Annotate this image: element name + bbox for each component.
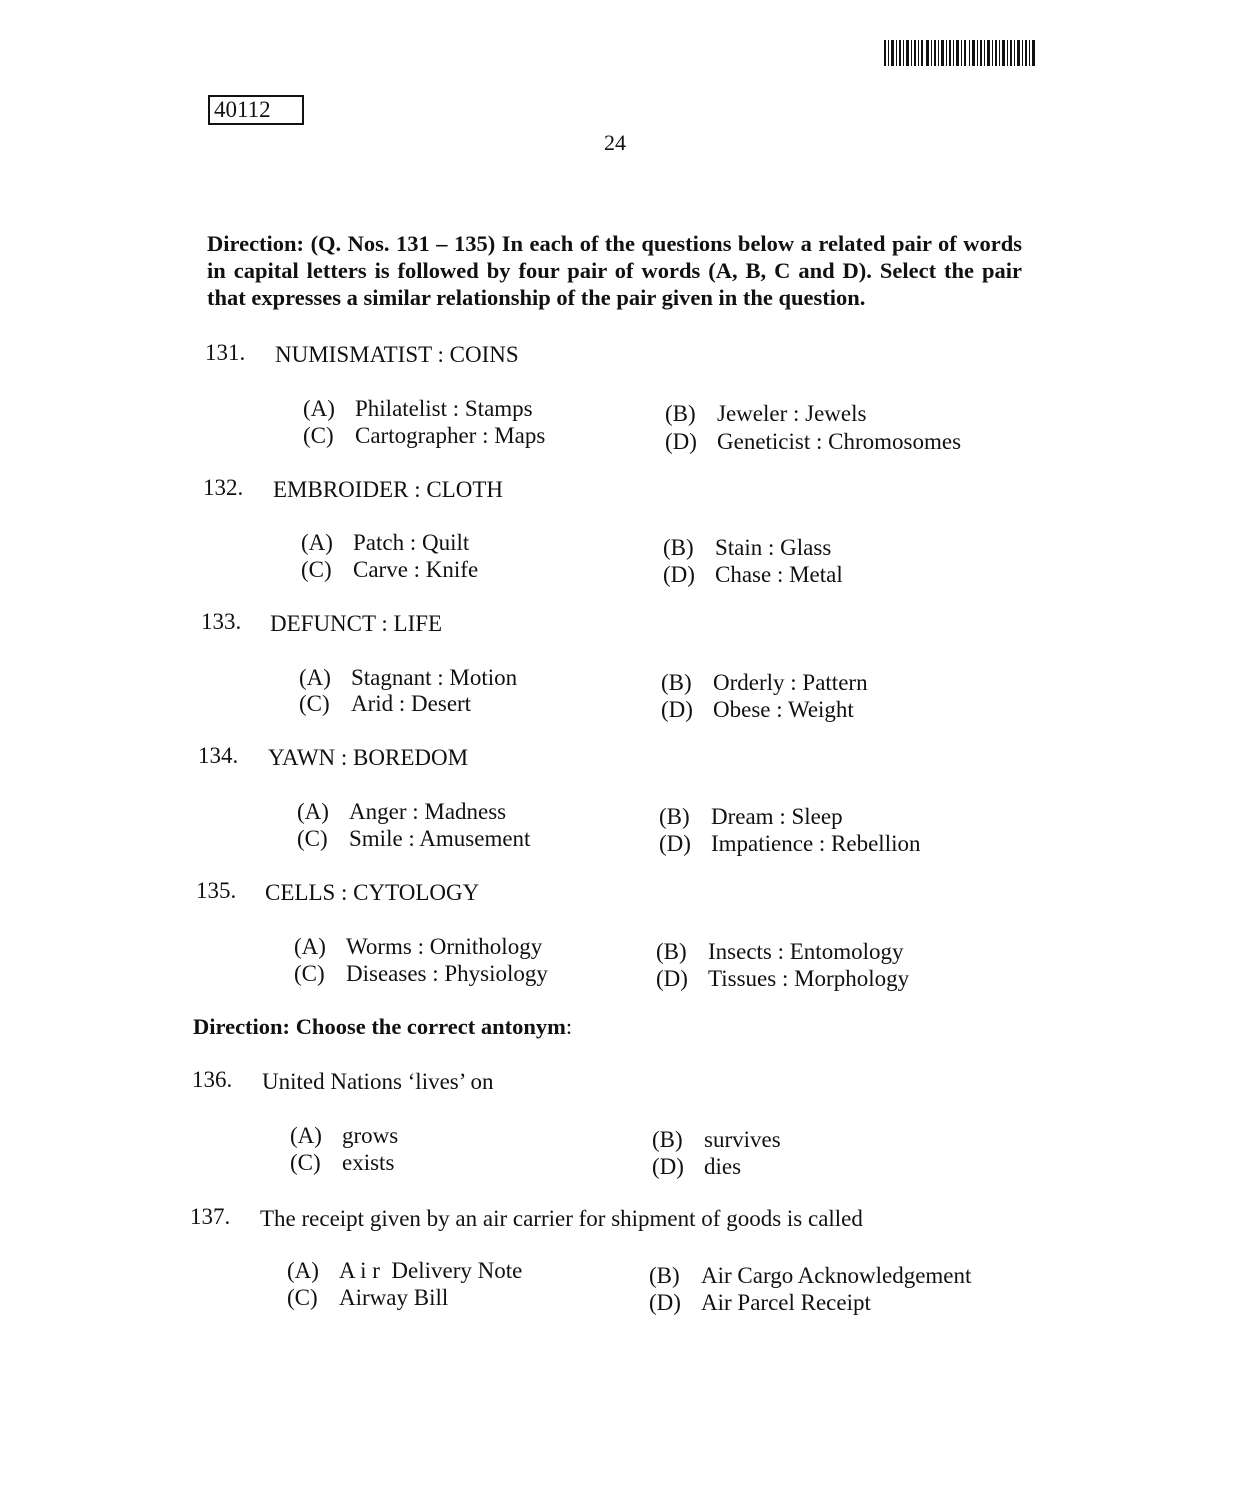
option-136-d (652, 1154, 741, 1180)
exam-code-box: 40112 (208, 95, 304, 125)
option-text: Patch : Quilt (353, 530, 470, 555)
direction-label: Direction: (207, 231, 305, 256)
option-132-a (301, 530, 469, 556)
option-label: (C) (297, 826, 328, 851)
option-label: (C) (303, 423, 334, 448)
option-135-d (656, 966, 909, 992)
option-131-c (303, 423, 545, 449)
option-text: Smile : Amusement (349, 826, 531, 851)
option-label: (C) (294, 961, 325, 986)
option-135-c (294, 961, 548, 987)
option-132-d (663, 562, 843, 588)
option-133-c (299, 691, 471, 717)
option-label: (A) (287, 1258, 319, 1283)
option-136-c (290, 1150, 394, 1176)
option-text: Carve : Knife (353, 557, 479, 582)
option-text: Jeweler : Jewels (717, 401, 867, 426)
option-label: (D) (659, 831, 691, 856)
option-text: Arid : Desert (351, 691, 472, 716)
option-label: (D) (652, 1154, 684, 1179)
option-label: (D) (656, 966, 688, 991)
option-label: (A) (303, 396, 335, 421)
question-number: 135. (196, 878, 237, 903)
option-label: (D) (649, 1290, 681, 1315)
option-text: Worms : Ornithology (346, 934, 543, 959)
option-131-b (665, 401, 866, 427)
option-text: Air Cargo Acknowledgement (701, 1263, 972, 1288)
option-text: grows (342, 1123, 399, 1148)
option-136-b (652, 1127, 781, 1153)
question-text: EMBROIDER : CLOTH (273, 477, 503, 502)
question-number: 136. (192, 1067, 233, 1092)
direction-suffix: : (565, 1014, 573, 1039)
option-label: (B) (656, 939, 687, 964)
option-label: (B) (661, 670, 692, 695)
option-134-a (297, 799, 506, 825)
option-137-d (649, 1290, 871, 1316)
option-text: Geneticist : Chromosomes (717, 429, 962, 454)
direction-text: Choose the correct antonym (295, 1014, 566, 1039)
option-133-b (661, 670, 868, 696)
question-number: 133. (201, 609, 242, 634)
question-number: 131. (205, 340, 246, 365)
direction-antonym (193, 1014, 572, 1040)
option-text: Diseases : Physiology (346, 961, 548, 986)
option-label: (A) (301, 530, 333, 555)
barcode-image (884, 40, 1036, 66)
option-text: Chase : Metal (715, 562, 843, 587)
option-134-b (659, 804, 843, 830)
option-136-a (290, 1123, 398, 1149)
option-text: Anger : Madness (349, 799, 507, 824)
option-135-b (656, 939, 903, 965)
option-text: Obese : Weight (713, 697, 854, 722)
question-number: 134. (198, 743, 239, 768)
option-label: (C) (290, 1150, 321, 1175)
option-label: (B) (659, 804, 690, 829)
question-text: NUMISMATIST : COINS (275, 342, 519, 367)
option-134-c (297, 826, 530, 852)
option-label: (C) (301, 557, 332, 582)
option-label: (A) (299, 665, 331, 690)
option-text: Dream : Sleep (711, 804, 843, 829)
option-132-b (663, 535, 831, 561)
option-label: (D) (661, 697, 693, 722)
option-label: (A) (294, 934, 326, 959)
question-text: United Nations ‘lives’ on (262, 1069, 494, 1094)
question-text: DEFUNCT : LIFE (270, 611, 443, 636)
direction-label: Direction: (193, 1014, 291, 1039)
option-131-a (303, 396, 533, 422)
option-134-d (659, 831, 920, 857)
option-133-a (299, 665, 517, 691)
option-text: Air Parcel Receipt (701, 1290, 871, 1315)
option-132-c (301, 557, 478, 583)
option-text: exists (342, 1150, 395, 1175)
option-137-a (287, 1258, 522, 1284)
question-text: The receipt given by an air carrier for shipment of goods is called (260, 1206, 863, 1231)
option-label: (D) (665, 429, 697, 454)
question-text: YAWN : BOREDOM (268, 745, 469, 770)
question-number: 132. (203, 475, 244, 500)
direction-text: (Q. Nos. 131 – 135) In each of the questions below a related pair of words in capital letters is followed by four pair of words (A, B, C and D). Select the pair that expresses a similar relationship of the pair given in the question. (207, 231, 1023, 310)
option-label: (D) (663, 562, 695, 587)
option-label: (B) (649, 1263, 680, 1288)
option-label: (B) (665, 401, 696, 426)
question-number: 137. (190, 1204, 231, 1229)
option-text: dies (704, 1154, 742, 1179)
option-text: A i r Delivery Note (339, 1258, 523, 1283)
option-text: survives (704, 1127, 781, 1152)
option-text: Insects : Entomology (708, 939, 904, 964)
option-text: Orderly : Pattern (713, 670, 868, 695)
option-label: (A) (297, 799, 329, 824)
direction-analogies (207, 230, 1022, 311)
option-label: (B) (663, 535, 694, 560)
option-text: Stain : Glass (715, 535, 832, 560)
question-text: CELLS : CYTOLOGY (265, 880, 480, 905)
option-text: Impatience : Rebellion (711, 831, 921, 856)
option-text: Philatelist : Stamps (355, 396, 533, 421)
option-label: (B) (652, 1127, 683, 1152)
option-label: (C) (299, 691, 330, 716)
page-number: 24 (604, 130, 626, 155)
option-137-b (649, 1263, 971, 1289)
option-label: (C) (287, 1285, 318, 1310)
option-133-d (661, 697, 854, 723)
option-137-c (287, 1285, 448, 1311)
option-131-d (665, 429, 961, 455)
option-text: Airway Bill (339, 1285, 449, 1310)
option-text: Cartographer : Maps (355, 423, 546, 448)
option-label: (A) (290, 1123, 322, 1148)
option-text: Tissues : Morphology (708, 966, 910, 991)
option-text: Stagnant : Motion (351, 665, 518, 690)
option-135-a (294, 934, 542, 960)
